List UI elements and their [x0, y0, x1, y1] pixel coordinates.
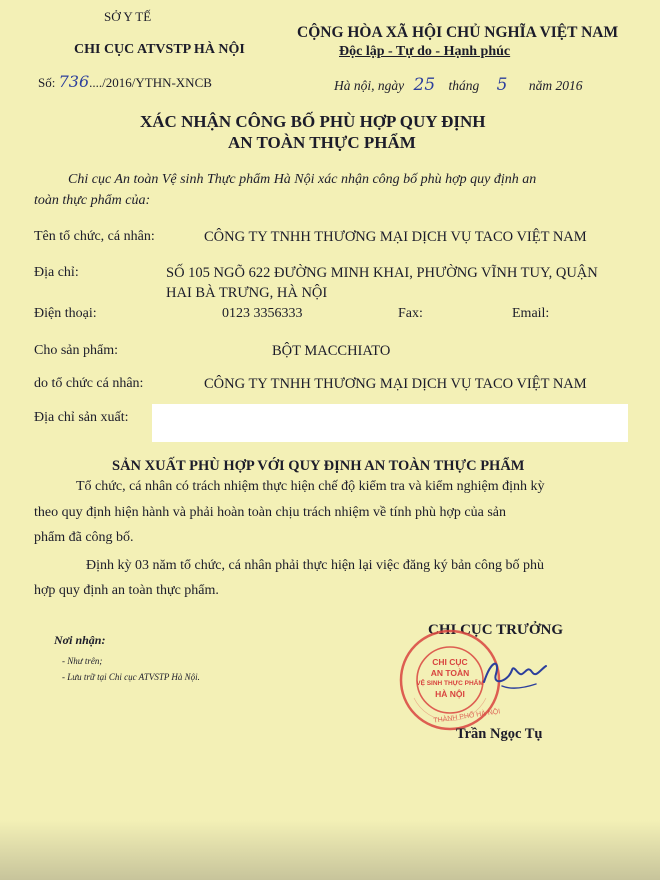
recipients-label: Nơi nhận: [54, 633, 106, 647]
stamp-line-1: CHI CỤC [432, 657, 468, 667]
redaction-box [152, 404, 628, 442]
compliance-heading: SẢN XUẤT PHÙ HỢP VỚI QUY ĐỊNH AN TOÀN THỰC PHẨM [112, 458, 525, 474]
compliance-p1-line1: Tổ chức, cá nhân có trách nhiệm thực hiện chế độ kiểm tra và kiểm nghiệm định kỳ [76, 479, 545, 494]
compliance-p1-line2: theo quy định hiện hành và phải hoàn toàn chịu trách nhiệm về tính phù hợp của sản [34, 505, 507, 520]
stamp-line-4: HÀ NỘI [435, 689, 465, 699]
document-title-line2: AN TOÀN THỰC PHẨM [228, 133, 416, 152]
org-label: Tên tổ chức, cá nhân: [34, 229, 155, 244]
address-line2: HAI BÀ TRƯNG, HÀ NỘI [166, 285, 328, 301]
producer-label: do tổ chức cá nhân: [34, 376, 144, 391]
fax-label: Fax: [398, 306, 423, 321]
number-suffix: ..../2016/YTHN-XNCB [89, 75, 212, 90]
email-label: Email: [512, 306, 550, 321]
intro-line1: Chi cục An toàn Vệ sinh Thực phẩm Hà Nội xác nhận công bố phù hợp quy định an [68, 172, 537, 187]
signature-title: CHI CỤC TRƯỞNG [428, 622, 564, 638]
number-handwritten: 736 [58, 72, 90, 91]
compliance-p1-line3: phẩm đã công bố. [34, 530, 134, 545]
intro-line2: toàn thực phẩm của: [34, 193, 151, 208]
compliance-p2-line1: Định kỳ 03 năm tổ chức, cá nhân phải thực hiện lại việc đăng ký bản công bố phù [86, 558, 545, 573]
address-label: Địa chỉ: [34, 265, 79, 280]
product-value: BỘT MACCHIATO [272, 343, 391, 359]
stamp-line-3: VỆ SINH THỰC PHẨM [416, 680, 484, 687]
stamp-line-2: AN TOÀN [430, 668, 470, 678]
compliance-p2-line2: hợp quy định an toàn thực phẩm. [34, 583, 219, 598]
date-year: năm 2016 [528, 78, 583, 93]
production-address-label: Địa chỉ sản xuất: [34, 410, 129, 425]
date-place: Hà nội, ngày [334, 78, 405, 93]
stamp-ring-text: THÀNH PHỐ HÀ NỘI [433, 708, 501, 725]
phone-label: Điện thoại: [34, 306, 97, 321]
recipient-item-2: - Lưu trữ tại Chi cục ATVSTP Hà Nội. [62, 672, 200, 682]
producer-value: CÔNG TY TNHH THƯƠNG MẠI DỊCH VỤ TACO VIỆT NAM [204, 376, 587, 392]
document-number [38, 73, 212, 91]
product-label: Cho sản phẩm: [34, 343, 118, 358]
date-day: 25 [413, 75, 436, 95]
signer-name: Trần Ngọc Tụ [456, 726, 543, 742]
recipient-item-1: - Như trên; [62, 656, 103, 666]
ministry-name: SỞ Y TẾ [104, 9, 152, 24]
country-name: CỘNG HÒA XÃ HỘI CHỦ NGHĨA VIỆT NAM [297, 24, 619, 41]
date-month-label: tháng [448, 78, 480, 93]
date-month: 5 [496, 75, 508, 95]
address-line1: SỐ 105 NGÕ 622 ĐƯỜNG MINH KHAI, PHƯỜNG VĨNH TUY, QUẬN [166, 265, 598, 281]
handwritten-signature-icon [478, 652, 550, 694]
document-title-line1: XÁC NHẬN CÔNG BỐ PHÙ HỢP QUY ĐỊNH [140, 112, 486, 131]
national-motto: Độc lập - Tự do - Hạnh phúc [339, 44, 511, 59]
phone-value: 0123 3356333 [222, 306, 303, 321]
document-date [334, 76, 582, 96]
org-value: CÔNG TY TNHH THƯƠNG MẠI DỊCH VỤ TACO VIỆT NAM [204, 229, 587, 245]
number-prefix: Số: [38, 75, 56, 90]
agency-name: CHI CỤC ATVSTP HÀ NỘI [74, 42, 245, 57]
